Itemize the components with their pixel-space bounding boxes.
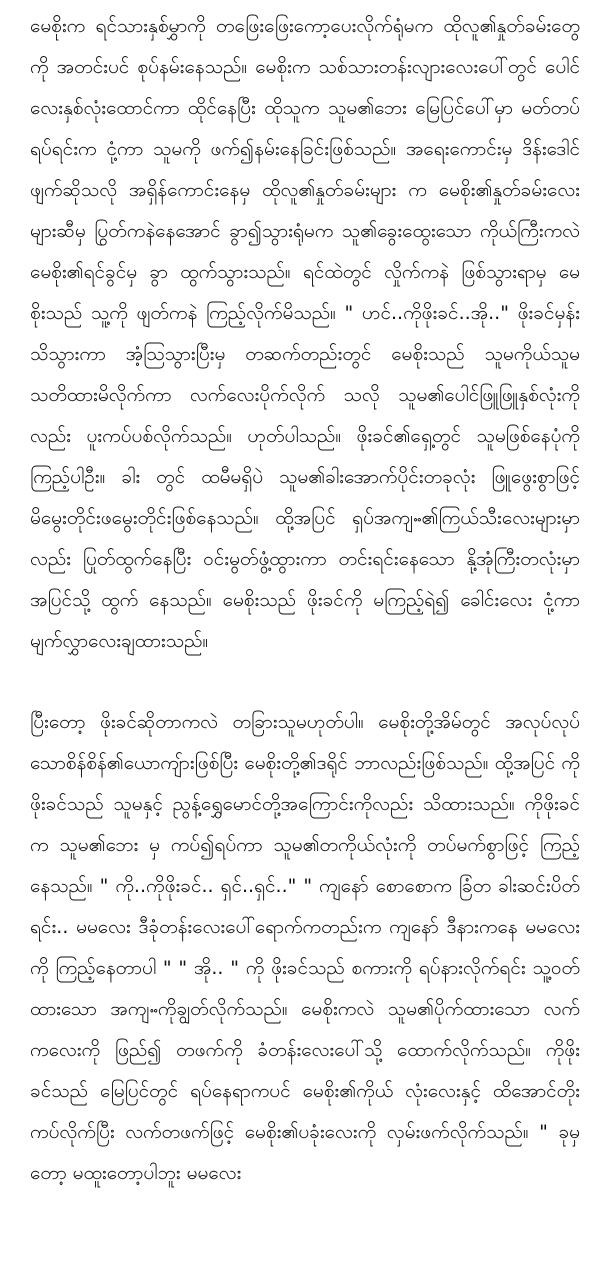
paragraph: မေစိုးက ရင်သားနှစ်မွှာကို တဖြေးဖြေးကော့ပေးလိုက်ရုံမက ထိုလူ၏နှုတ်ခမ်းတွေကို အတင်းပင် စုပ်နမ်းနေသည်။ မေစိုးက သစ်သားတန်းလျားလေးပေါ်တွင် ပေါင်လေးနှစ်လုံးထောင်ကာ ထိုင်နေပြီး ထိုသူက သူမ၏ဘေး မြေပြင်ပေါ်မှာ မတ်တပ်ရပ်ရင်းက ငုံ့ကာ သူမကို ဖက်၍နမ်းနေခြင်းဖြစ်သည်။ အရေးကောင်းမှ ဒိန်းဒေါင်ဖျက်ဆိုသလို အရှိန်ကောင်းနေမှ ထိုလူ၏နှုတ်ခမ်းများ က မေစိုး၏နှုတ်ခမ်းလေးများဆီမှ ပြွတ်ကနဲနေအောင် ခွာ၍သွားရုံမက သူ၏ခွေးထွေးသော ကိုယ်ကြီးကလဲ မေစိုး၏ရင်ခွင်မှ ခွာ ထွက်သွားသည်။ ရင်ထဲတွင် လှိုက်ကနဲ ဖြစ်သွားရာမှ မေစိုးသည် သူ့ကို ဖျတ်ကနဲ ကြည့်လိုက်မိသည်။ " ဟင်..ကိုဖိုးခင်..အို.." ဖိုးခင်မှန်းသိသွားကာ အံ့သြသွားပြီးမှ တဆက်တည်းတွင် မေစိုးသည် သူမကိုယ်သူမ သတိထားမိလိုက်ကာ လက်လေးပိုက်လိုက် သလို သူမ၏ပေါင်ဖြူဖြူနှစ်လုံးကိုလည်း ပူးကပ်ပစ်လိုက်သည်။ ဟုတ်ပါသည်။ ဖိုးခင်၏ရှေ့တွင် သူမဖြစ်နေပုံကို ကြည့်ပါဦး။ ခါး တွင် ထမီမရှိပဲ သူမ၏ခါးအောက်ပိုင်းတခုလုံး ဖြူဖွေးစွာဖြင့် မိမွေးတိုင်းဖမွေးတိုင်းဖြစ်နေသည်။ ထို့အပြင် ရှပ်အကျႌ၏ကြယ်သီးလေးများမှာလည်း ပြုတ်ထွက်နေပြီး ဝင်းမွတ်ဖွံ့ထွားကာ တင်းရင်းနေသော နို့အုံကြီးတလုံးမှာ အပြင်သို့ ထွက် နေသည်။ မေစိုးသည် ဖိုးခင်ကို မကြည့်ရဲ၍ ခေါင်းလေး ငုံ့ကာ မျက်လွှာလေးချထားသည်။: [30, 15, 580, 652]
paragraph: ပြီးတော့ ဖိုးခင်ဆိုတာကလဲ တခြားသူမဟုတ်ပါ။ မေစိုးတို့အိမ်တွင် အလုပ်လုပ်သောစိန်စိန်၏ယောကျ်ားဖြစ်ပြီး မေစိုးတို့၏ဒရိုင် ဘာလည်းဖြစ်သည်။ ထို့အပြင် ကိုဖိုးခင်သည် သူမနှင့် ညွန့်ရွှေမောင်တို့အကြောင်းကိုလည်း သိထားသည်။ ကိုဖိုးခင်က သူမ၏ဘေး မှ ကပ်၍ရပ်ကာ သူမ၏တကိုယ်လုံးကို တပ်မက်စွာဖြင့် ကြည့်နေသည်။ " ကို..ကိုဖိုးခင်.. ရှင်..ရှင်.." " ကျနော် စောစောက ခြံတ ခါးဆင်းပိတ်ရင်း.. မမလေး ဒီခုံတန်းလေးပေါ်ရောက်ကတည်းက ကျနော် ဒီနားကနေ မမလေးကို ကြည့်နေတာပါ " " အို.. " ကို ဖိုးခင်သည် စကားကို ရပ်နားလိုက်ရင်း သူ့ဝတ်ထားသော အကျႌကိုချွတ်လိုက်သည်။ မေစိုးကလဲ သူမ၏ပိုက်ထားသော လက် ကလေးကို ဖြည်၍ တဖက်ကို ခံတန်းလေးပေါ်သို့ ထောက်လိုက်သည်။ ကိုဖိုးခင်သည် မြေပြင်တွင် ရပ်နေရာကပင် မေစိုး၏ကိုယ် လုံးလေးနှင့် ထိအောင်တိုးကပ်လိုက်ပြီး လက်တဖက်ဖြင့် မေစိုး၏ပခုံးလေးကို လှမ်းဖက်လိုက်သည်။ " ခုမှတော့ မထူးတော့ပါဘူး မမလေး: [30, 711, 580, 1184]
